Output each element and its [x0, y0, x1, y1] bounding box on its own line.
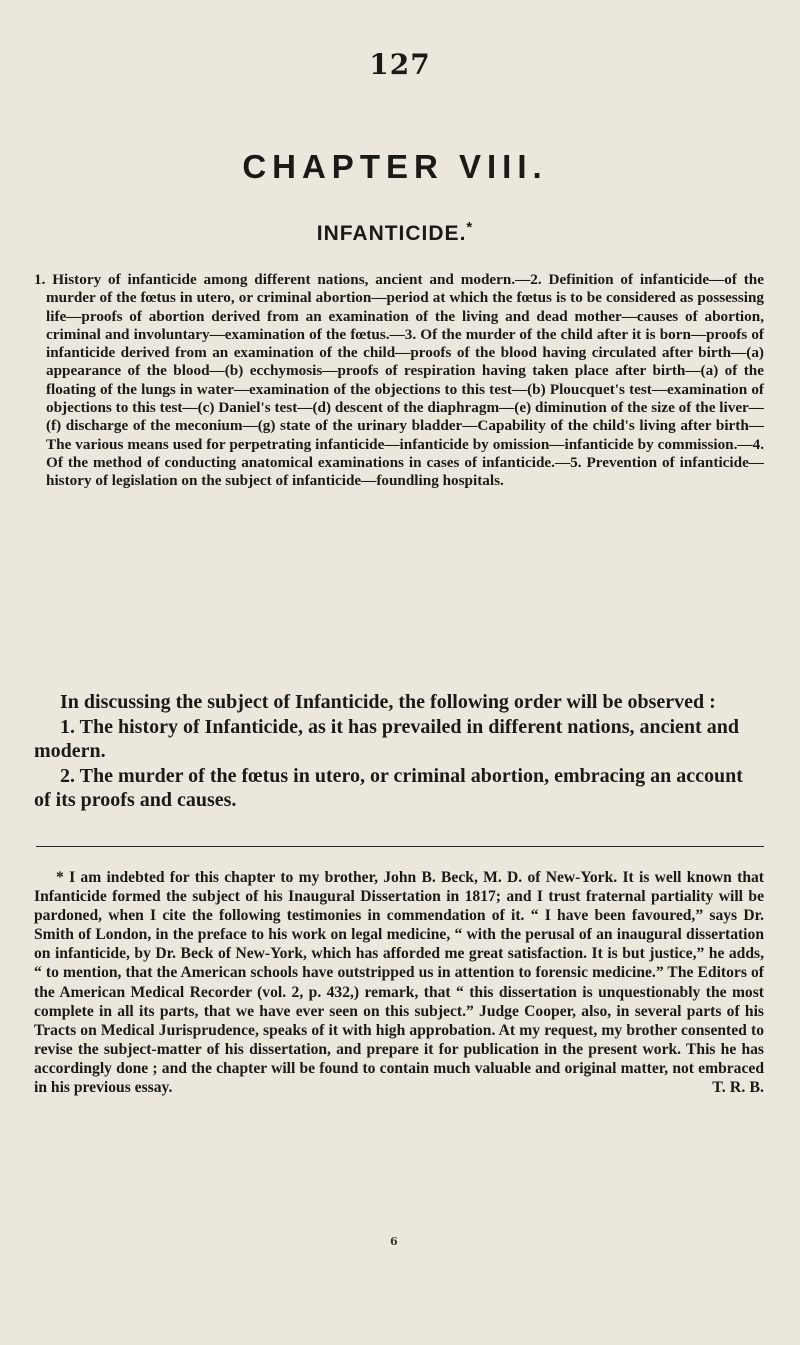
footnote	[34, 868, 764, 1097]
footnote-text: * I am indebted for this chapter to my brother, John B. Beck, M. D. of New-York. It is well known that Infanticide formed the subject of his Inaugural Dissertation in 1817; and I trust fraternal partiality will be pardoned, when I cite the following testimonies in commendation of it. “ I have been favoured,” says Dr. Smith of London, in the preface to his work on legal medicine, “ with the perusal of an inaugural dissertation on infanticide, by Dr. Beck of New-York, which has afforded me great satisfaction. It is but justice,” he adds, “ to mention, that the American schools have outstripped us in attention to forensic medicine.” The Editors of the American Medical Recorder (vol. 2, p. 432,) remark, that “ this dissertation is unquestionably the most complete in all its parts, that we have ever seen on this subject.” Judge Cooper, also, in several parts of his Tracts on Medical Jurisprudence, speaks of it with high approbation. At my request, my brother consented to revise the subject-matter of his dissertation, and prepare it for publication in the present work. This he has accordingly done ; and the chapter will be found to contain much valuable and original matter, not embraced in his previous essay.	[34, 869, 764, 1097]
footnote-divider	[36, 846, 764, 847]
chapter-subtitle	[0, 219, 790, 246]
intro-paragraph: In discussing the subject of Infanticide, the following order will be observed :	[60, 691, 716, 713]
outline-item-2: 2. The murder of the fœtus in utero, or criminal abortion, embracing an account of its proofs and causes.	[34, 764, 743, 812]
page-number: 127	[369, 48, 431, 81]
chapter-synopsis: 1. History of infanticide among different nations, ancient and modern.—2. Definition of infanticide—of the murder of the fœtus in utero, or criminal abortion—period at which the fœtus is to be considered as possessing life—proofs of abortion derived from an examination of the living and dead mother—causes of abortion, criminal and involuntary—examination of the fœtus.—3. Of the murder of the child after it is born—proofs of infanticide derived from an examination of the child—proofs of the blood having circulated after birth—(a) appearance of the blood—(b) ecchymosis—proofs of respiration having taken place after birth—(a) of the floating of the lungs in water—examination of the objections to this test—(b) Ploucquet's test—examination of objections to this test—(c) Daniel's test—(d) descent of the diaphragm—(e) diminution of the size of the liver—(f) discharge of the meconium—(g) state of the urinary bladder—Capability of the child's living after birth—The various means used for perpetrating infanticide—infanticide by omission—infanticide by commission.—4. Of the method of conducting anatomical examinations in cases of infanticide.—5. Prevention of infanticide—history of legislation on the subject of infanticide—foundling hospitals.	[34, 271, 764, 490]
body-text	[34, 690, 764, 813]
footnote-reference-mark: *	[466, 219, 474, 236]
outline-item-1: 1. The history of Infanticide, as it has prevailed in different nations, ancient and modern.	[34, 715, 739, 763]
printer-signature-mark: 6	[390, 1235, 398, 1248]
footnote-signature: T. R. B.	[712, 1079, 764, 1097]
chapter-heading: CHAPTER VIII.	[242, 148, 548, 185]
chapter-subtitle-text: INFANTICIDE.	[316, 222, 467, 245]
